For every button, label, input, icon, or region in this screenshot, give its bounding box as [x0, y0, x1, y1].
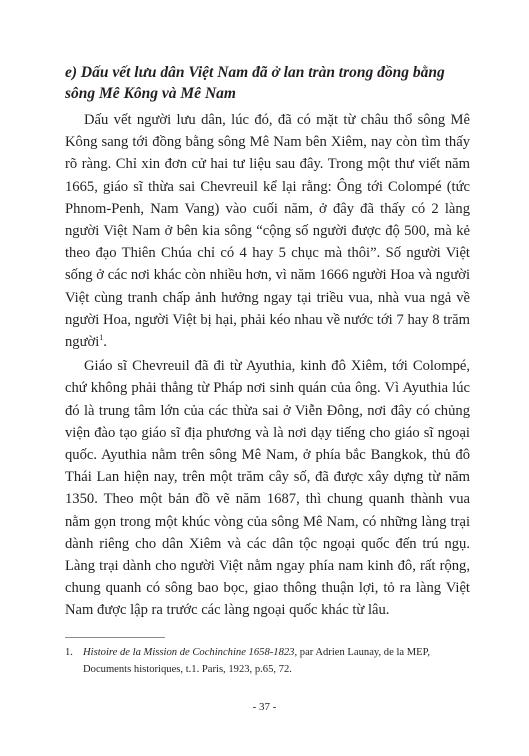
- paragraph-2-text: Giáo sĩ Chevreuil đã đi từ Ayuthia, kinh đô Xiêm, tới Colompé, chứ không phải thẳng từ Pháp nơi sinh quán của ông. Vì Ayuthia lúc đó là trung tâm lớn của các thừa sai ở Viễn Đông, nơi đây có chủng viện đào tạo giáo sĩ địa phương và là nơi dạy tiếng cho giáo sĩ ngoại quốc. Ayuthia nằm trên sông Mê Nam, ở phía bắc Bangkok, thủ đô Thái Lan hiện nay, trên một trăm cây số, đã được xây dựng từ năm 1350. Theo một bản đồ vẽ năm 1687, thì chung quanh thành vua nằm gọn trong một khúc vòng của sông Mê Nam, có những làng trại dành riêng cho dân Xiêm và các dân tộc ngoại quốc đến trú ngụ. Làng trại dành cho người Việt nằm ngay phía nam kinh đô, rất rộng, chung quanh có sông bao bọc, giao thông thuận lợi, tỏ ra làng Việt Nam được lập ra trước các làng ngoại quốc khác từ lâu.: [65, 358, 470, 619]
- footnote-divider: [65, 637, 165, 638]
- footnote-title: Histoire de la Mission de Cochinchine 1658-1823: [83, 647, 295, 658]
- paragraph-1: [65, 109, 470, 353]
- page-number: - 37 -: [252, 701, 277, 713]
- footnote-citation: , par Adrien Launay, de la MEP, Documents historiques, t.1. Paris, 1923, p.65, 72.: [83, 647, 430, 675]
- footnote-number: 1.: [65, 647, 73, 658]
- paragraph-2: [65, 355, 470, 621]
- section-heading-line-2: sông Mê Kông và Mê Nam: [65, 85, 236, 102]
- section-heading: [65, 62, 475, 104]
- paragraph-1-text: Dấu vết người lưu dân, lúc đó, đã có mặt từ châu thổ sông Mê Kông sang tới đồng bằng sông Mê Nam bên Xiêm, nay còn tìm thấy rõ ràng. Chỉ xin đơn cử hai tư liệu sau đây. Trong một thư viết năm 1665, giáo sĩ thừa sai Chevreuil kể lại rằng: Ông tới Colompé (tức Phnom-Penh, Nam Vang) vào cuối năm, ở đây đã thấy có 2 làng người Việt Nam ở bên kia sông “cộng số người được độ 500, mà kẻ theo đạo Thiên Chúa chỉ có 4 hay 5 chục mà thôi”. Số người Việt sống ở các nơi khác còn nhiều hơn, vì năm 1666 người Hoa và người Việt cùng tranh chấp ảnh hưởng ngay tại triều vua, nhà vua ngả về người Hoa, người Việt bị hại, phải kéo nhau về nước tới 7 hay 8 trăm người: [65, 112, 470, 351]
- body-text: [65, 109, 470, 622]
- footnote-ref: 1: [99, 333, 104, 343]
- footnote-body: [83, 645, 470, 678]
- paragraph-1-tail: .: [103, 334, 107, 351]
- section-heading-line-1: e) Dấu vết lưu dân Việt Nam đã ở lan tràn trong đồng bằng: [65, 64, 445, 81]
- footnote: [65, 645, 470, 678]
